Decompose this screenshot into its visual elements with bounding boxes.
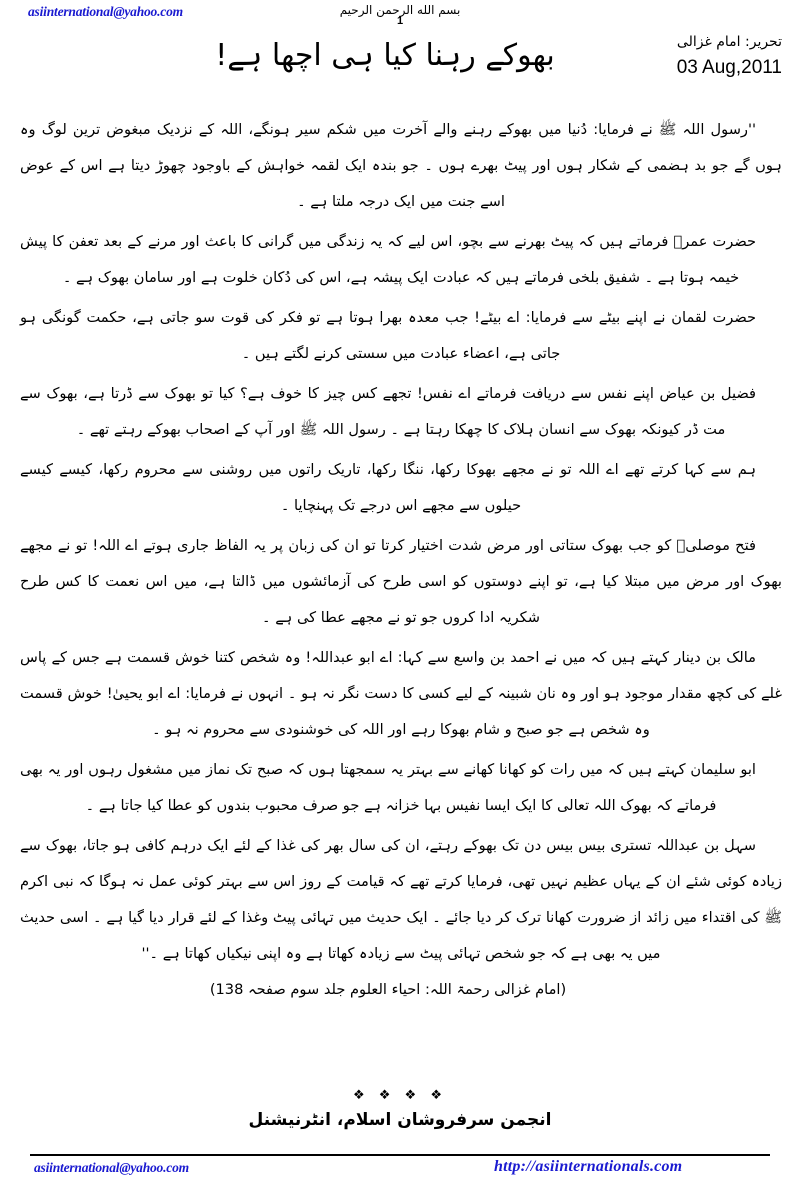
- article-title: بھوکے رہنا کیا ہی اچھا ہے!: [215, 38, 555, 73]
- article-date: 03 Aug,2011: [676, 57, 782, 78]
- body-paragraph: ابو سلیمان کہتے ہیں کہ میں رات کو کھانا کھانے سے بہتر یہ سمجھتا ہوں کہ صبح تک نماز میں مشغول رہوں اور یہ بھی فرماتے کہ بھوک اللہ تعالی کا ایک ایسا نفیس بہا خزانہ ہے جو صرف محبوب بندوں کو عطا کیا جاتا ہے ۔: [20, 761, 756, 814]
- title-block: [0, 30, 800, 110]
- footer-divider: [30, 1154, 770, 1156]
- article-author: تحریر: امام غزالی: [676, 34, 782, 50]
- footer-email-address[interactable]: asiinternational@yahoo.com: [34, 1160, 189, 1175]
- body-paragraph: حضرت لقمان نے اپنے بیٹے سے فرمایا: اے بیٹے! جب معدہ بھرا ہوتا ہے تو فکر کی قوت سو جاتی ہے، حکمت گونگی ہو جاتی ہے، اعضاء عبادت میں سستی کرنے لگتے ہیں ۔: [20, 309, 756, 362]
- body-paragraph: فضیل بن عیاض اپنے نفس سے دریافت فرماتے اے نفس! تجھے کس چیز کا خوف ہے؟ کیا تو بھوک سے ڈرتا ہے، بھوک سے مت ڈر کیونکہ بھوک سے انسان ہلاک کا چھکا رہتا ہے ۔ رسول اللہ ﷺ اور آپ کے اصحاب بھوکے رہتے تھے ۔: [20, 385, 756, 438]
- bismillah-text: بسم الله الرحمن الرحيم: [339, 3, 461, 17]
- body-paragraph: مالک بن دینار کہتے ہیں کہ میں نے احمد بن واسع سے کہا: اے ابو عبداللہ! وہ شخص کتنا خوش قسمت ہے جس کے پاس غلے کی کچھ مقدار موجود ہو اور وہ نان شبینہ کے لیے کسی کا دست نگر نہ ہو ۔ انہوں نے فرمایا: اے ابو یحییٰ! خوش قسمت وہ شخص ہے جو صبح و شام بھوکا رہے اور اللہ کی خوشنودی سے محروم نہ ہو ۔: [20, 649, 782, 738]
- body-paragraph: سہل بن عبداللہ تستری بیس بیس دن تک بھوکے رہتے، ان کی سال بھر کی غذا کے لئے ایک درہم کافی ہو جاتا، بھوک سے زیادہ کوئی شئے ان کے یہاں عظیم نہیں تھی، فرمایا کرتے تھے کہ قیامت کے روز اس سے بہتر کوئی عمل نہ ہوگا کہ نبی اکرم ﷺ کی اقتداء میں زائد از ضرورت کھانا ترک کر دیا جائے ۔ ایک حدیث میں تہائی پیٹ وغذا کے لئے قرار دیا گیا ہے ۔ اسی حدیث میں یہ بھی ہے کہ جو شخص تہائی پیٹ سے زیادہ کھاتا ہے وہ اپنی نیکیاں کھاتا ہے ۔'': [20, 837, 782, 962]
- body-paragraph: ہم سے کہا کرتے تھے اے اللہ تو نے مجھے بھوکا رکھا، ننگا رکھا، تاریک راتوں میں روشنی سے محروم رکھا، کیسے کیسے حیلوں سے مجھے اس درجے تک پہنچایا ۔: [20, 461, 756, 514]
- body-paragraph: حضرت عمرؓ فرماتے ہیں کہ پیٹ بھرنے سے بچو، اس لیے کہ یہ زندگی میں گرانی کا باعث اور مرنے کے بعد تعفن کا پیش خیمہ ہوتا ہے ۔ شفیق بلخی فرماتے ہیں کہ عبادت ایک پیشہ ہے، اس کی دُکان خلوت ہے اور سامان بھوک ہے ۔: [20, 233, 756, 286]
- header-email-address[interactable]: asiinternational@yahoo.com: [28, 4, 183, 19]
- article-body: [20, 112, 782, 1012]
- footer-website-url[interactable]: http://asiinternationals.com: [494, 1158, 683, 1175]
- source-citation: (امام غزالی رحمۃ اللہ: احیاء العلوم جلد سوم صفحہ 138): [209, 981, 567, 998]
- organization-name: انجمن سرفروشان اسلام، انٹرنیشنل: [248, 1110, 552, 1130]
- diamond-ornament-icon: ❖ ❖ ❖ ❖: [352, 1088, 447, 1103]
- page-header: [0, 0, 800, 30]
- page-number: 1: [396, 15, 404, 27]
- body-paragraph: ''رسول اللہ ﷺ نے فرمایا: دُنیا میں بھوکے رہنے والے آخرت میں شکم سیر ہونگے، اللہ کے نزدیک مبغوض ترین لوگ وہ ہوں گے جو بد ہضمی کے شکار ہوں اور پیٹ بھرے ہوں ۔ جو بندہ ایک لقمہ خواہش کے باوجود چھوڑ دیتا ہے اس کے عوض اسے جنت میں ایک درجہ ملتا ہے ۔: [20, 121, 782, 210]
- body-paragraph: فتح موصلیؒ کو جب بھوک ستاتی اور مرض شدت اختیار کرتا تو ان کی زبان پر یہ الفاظ جاری ہوتے اے اللہ! تو نے مجھے بھوک اور مرض میں مبتلا کیا ہے، تو اپنے دوستوں کو اسی طرح کی آزمائشوں میں ڈالتا ہے، میں اس نعمت کا کس طرح شکریہ ادا کروں جو تو نے مجھے عطا کی ہے ۔: [20, 537, 782, 626]
